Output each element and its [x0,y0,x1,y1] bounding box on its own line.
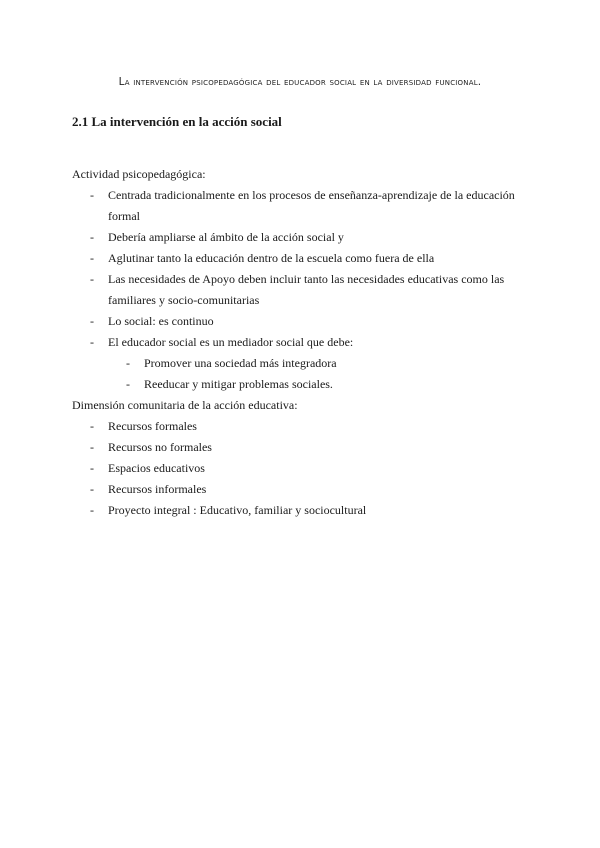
block-label-actividad: Actividad psicopedagógica: [72,167,206,181]
list-item-text: Debería ampliarse al ámbito de la acción social y [108,230,344,244]
list-item [72,332,532,353]
list-item [72,416,532,437]
dash-bullet: - [90,251,94,265]
list-item-text: Recursos no formales [108,440,212,454]
dash-bullet: - [90,419,94,433]
list-item-text: Aglutinar tanto la educación dentro de la escuela como fuera de ella [108,251,435,265]
list-item-text: Proyecto integral : Educativo, familiar y sociocultural [108,503,367,517]
dimension-list [72,416,532,521]
dash-bullet: - [126,377,130,391]
list-item-text: Las necesidades de Apoyo deben incluir tanto las necesidades educativas como las familiares y socio-comunitarias [108,272,505,307]
dash-bullet: - [90,188,94,202]
list-item [72,248,532,269]
sublist-item [72,353,532,374]
sublist-item-text: Promover una sociedad más integradora [144,356,337,370]
dash-bullet: - [90,440,94,454]
block-label-dimension: Dimensión comunitaria de la acción educativa: [72,398,298,412]
list-item [72,500,532,521]
list-item-text: Centrada tradicionalmente en los procesos de enseñanza-aprendizaje de la educación formal [108,188,515,223]
dash-bullet: - [126,356,130,370]
list-item-text: Lo social: es continuo [108,314,214,328]
dash-bullet: - [90,482,94,496]
section-heading: 2.1 La intervención en la acción social [72,114,282,129]
list-item [72,227,532,248]
list-item [72,458,532,479]
dash-bullet: - [90,461,94,475]
document-title: La intervención psicopedagógica del educador social en la diversidad funcional. [118,76,482,88]
document-body [72,164,532,521]
dash-bullet: - [90,335,94,349]
sublist-item [72,374,532,395]
list-item [72,437,532,458]
list-item-text: Recursos informales [108,482,207,496]
list-item-text: Espacios educativos [108,461,205,475]
list-item-text: Recursos formales [108,419,197,433]
list-item [72,185,532,227]
actividad-list [72,185,532,353]
sublist-item-text: Reeducar y mitigar problemas sociales. [144,377,333,391]
mediador-sublist [72,353,532,395]
dash-bullet: - [90,272,94,286]
list-item [72,479,532,500]
list-item [72,269,532,311]
dash-bullet: - [90,230,94,244]
list-item-text: El educador social es un mediador social que debe: [108,335,354,349]
list-item [72,311,532,332]
dash-bullet: - [90,314,94,328]
dash-bullet: - [90,503,94,517]
